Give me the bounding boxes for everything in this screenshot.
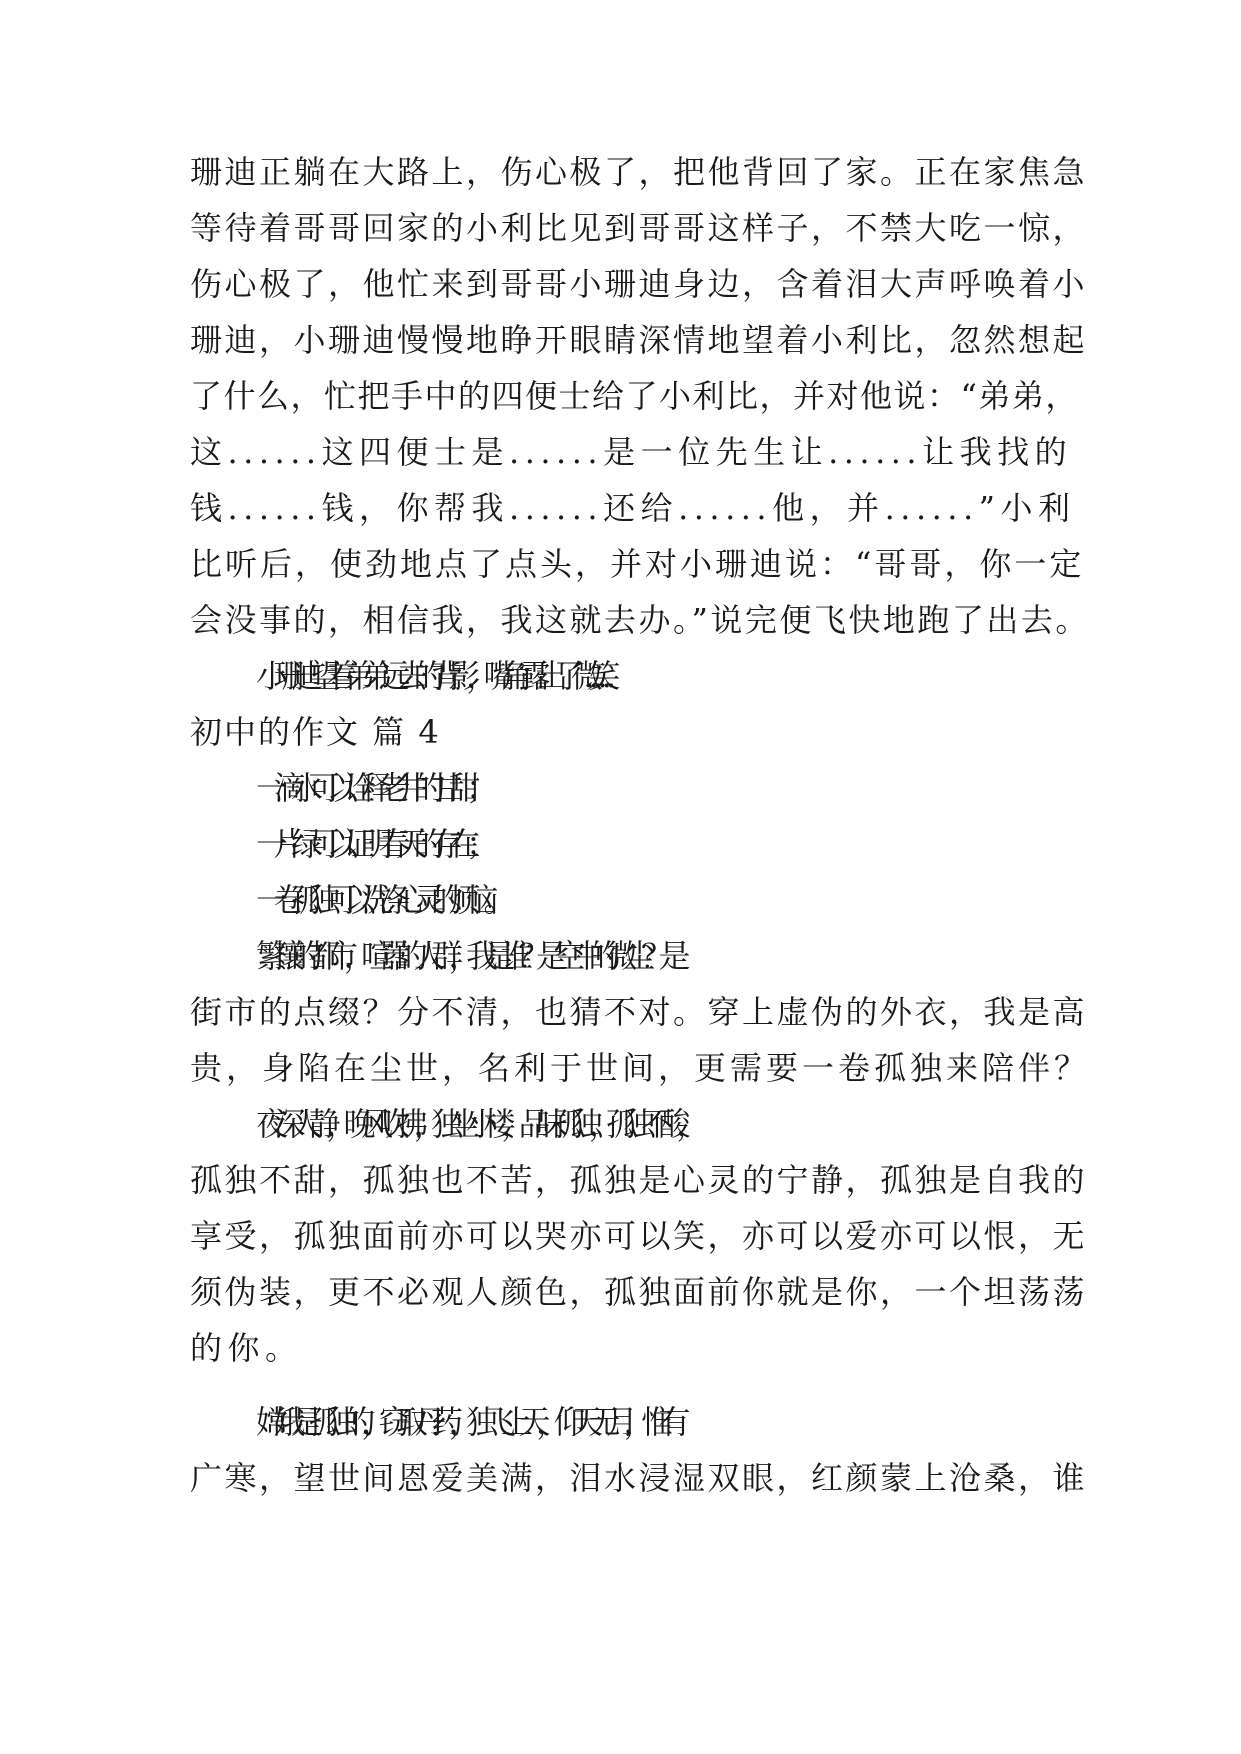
text-line: 贵，身陷在尘世，名利于世间，更需要一卷孤独来陪伴？ — [190, 1049, 1091, 1087]
text-line: 伤心极了，他忙来到哥哥小珊迪身边，含着泪大声呼唤着小 — [190, 265, 1088, 303]
text-line: 一滴水可以诠释老井的甘甜； — [256, 769, 484, 807]
text-line: 一片绿可以证明春天的存在； — [256, 825, 484, 863]
text-line: 嫦娥是孤独的，窃取丹药，独飞上天，仰天无月，惟有 — [256, 1403, 677, 1441]
text-line: 钱......钱，你帮我......还给......他，并......”小利 — [190, 489, 1076, 527]
text-line: 享受，孤独面前亦可以哭亦可以笑，亦可以爱亦可以恨，无 — [190, 1217, 1088, 1255]
text-line: 小珊迪望着弟弟远去的背影，嘴角露出了微笑...... — [256, 657, 581, 695]
text-line: 夜深人静，晚风吹拂，独坐小楼，品味孤独，孤独不酸， — [256, 1105, 694, 1143]
text-line: 等待着哥哥回家的小利比见到哥哥这样子，不禁大吃一惊， — [190, 209, 1088, 247]
text-line: 广寒，望世间恩爱美满，泪水浸湿双眼，红颜蒙上沧桑，谁 — [190, 1459, 1088, 1497]
text-line: 珊迪正躺在大路上，伤心极了，把他背回了家。正在家焦急 — [190, 153, 1088, 191]
text-line: 比听后，使劲地点了点头，并对小珊迪说：“哥哥，你一定 — [190, 545, 1085, 583]
text-line: 一卷孤独可以洗涤心灵的烦恼。 — [256, 881, 502, 919]
text-line: 的你。 — [190, 1329, 303, 1367]
text-line: 了什么，忙把手中的四便士给了小利比，并对他说：“弟弟， — [190, 377, 1079, 415]
text-line: 繁攘的都市，喧嚣的人群，我是谁？是空中的微尘？是 — [256, 937, 677, 975]
text-line: 会没事的，相信我，我这就去办。”说完便飞快地跑了出去。 — [190, 601, 1090, 639]
text-line: 须伪装，更不必观人颜色，孤独面前你就是你，一个坦荡荡 — [190, 1273, 1088, 1311]
text-line: 这......这四便士是......是一位先生让......让我找的 — [190, 433, 1073, 471]
section-heading: 初中的作文 篇 4 — [190, 713, 441, 751]
text-line: 珊迪，小珊迪慢慢地睁开眼睛深情地望着小利比，忽然想起 — [190, 321, 1088, 359]
text-line: 孤独不甜，孤独也不苦，孤独是心灵的宁静，孤独是自我的 — [190, 1161, 1088, 1199]
text-line: 街市的点缀？分不清，也猜不对。穿上虚伪的外衣，我是高 — [190, 993, 1088, 1031]
